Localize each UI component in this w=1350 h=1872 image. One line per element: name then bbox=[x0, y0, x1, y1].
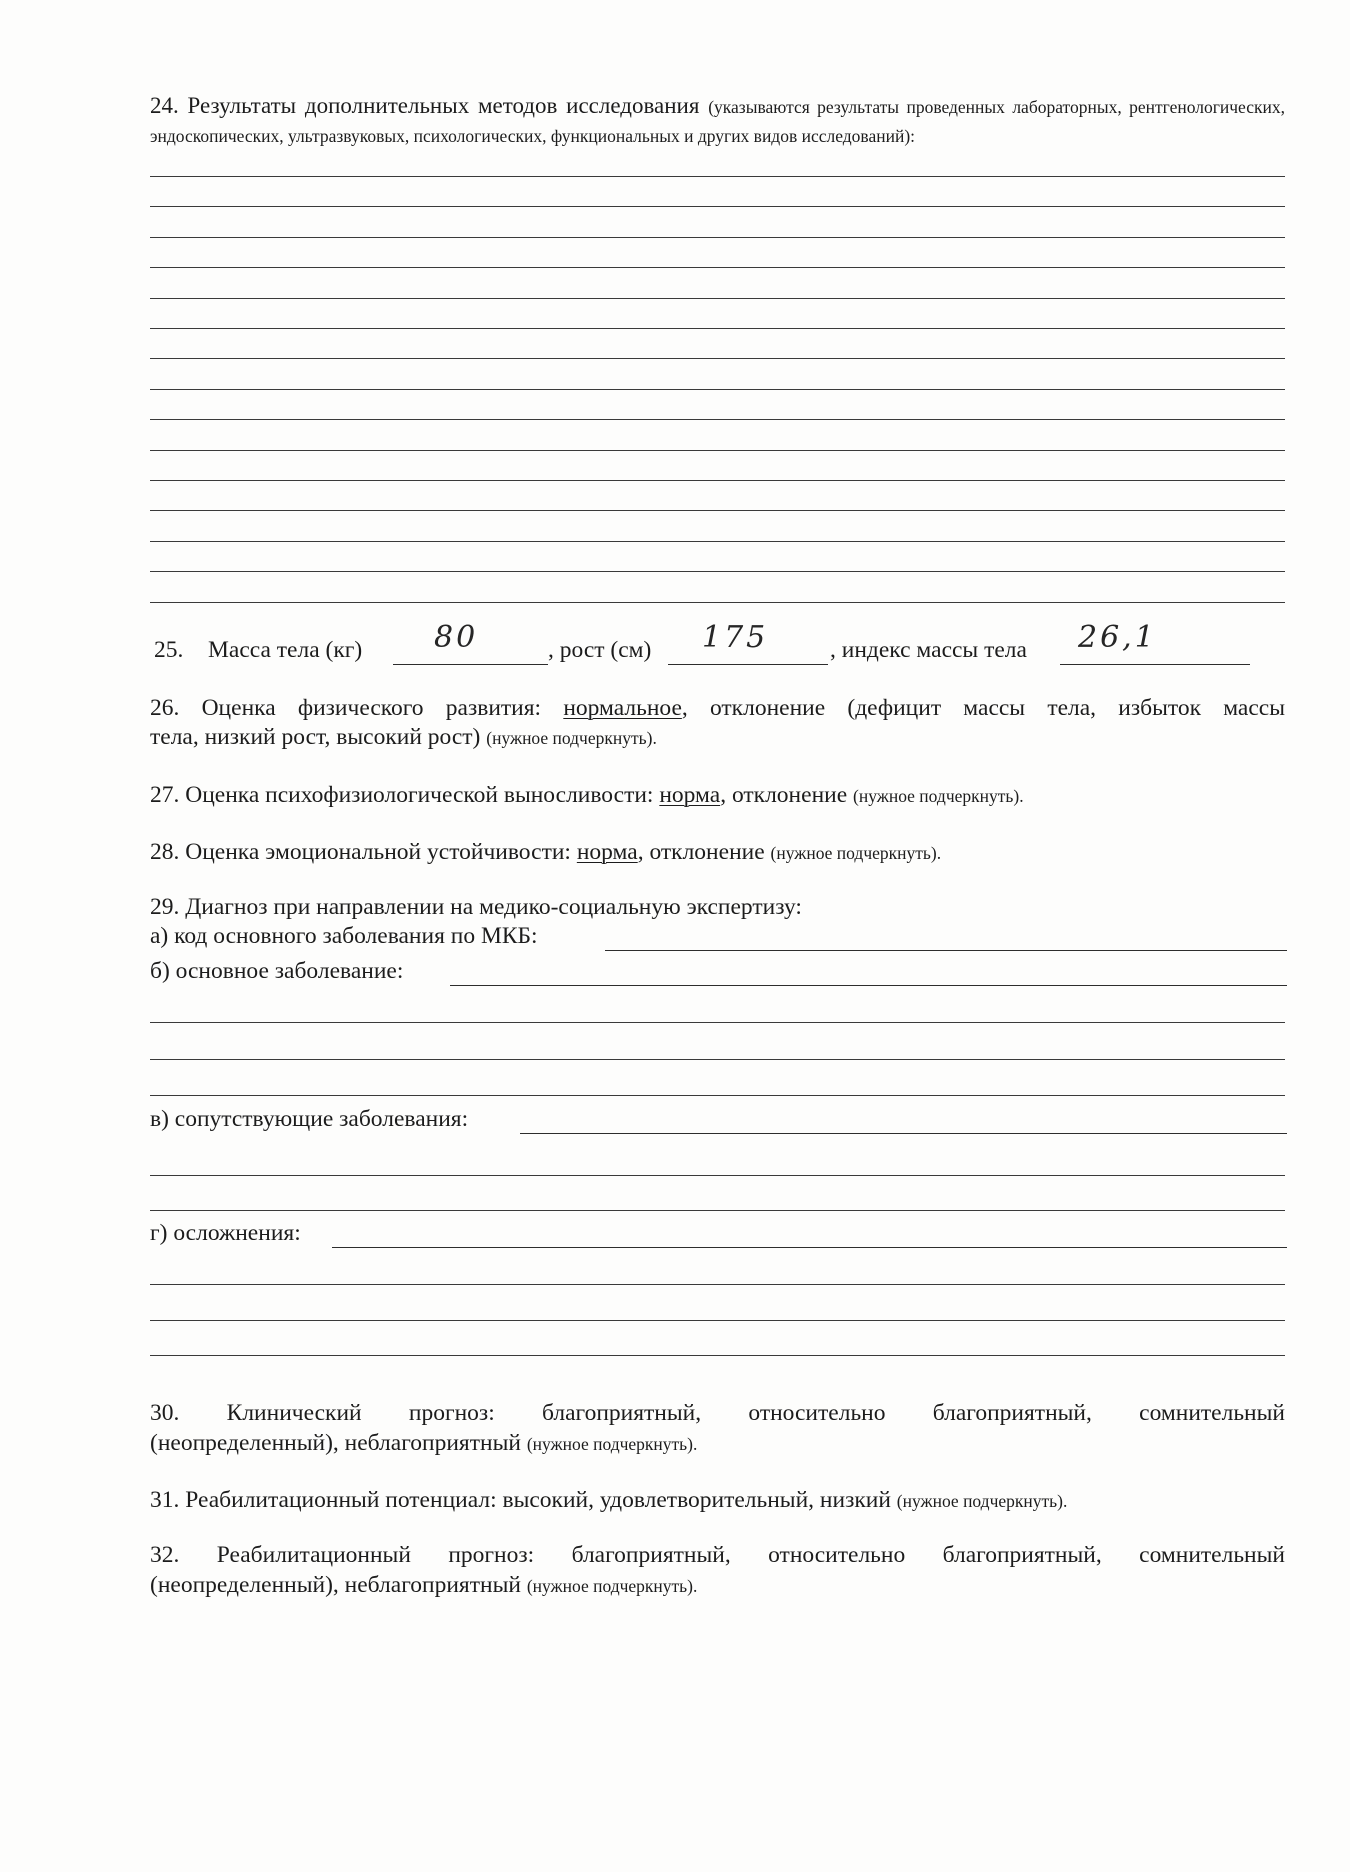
bmi-label: , индекс массы тела bbox=[830, 637, 1027, 663]
item-24-answer-line[interactable] bbox=[150, 419, 1285, 420]
item-28-note: (нужное подчеркнуть). bbox=[770, 843, 942, 863]
comorbidities-label: в) сопутствующие заболевания: bbox=[150, 1106, 469, 1132]
mass-label: Масса тела (кг) bbox=[208, 637, 363, 663]
item-24-answer-line[interactable] bbox=[150, 510, 1285, 511]
item-27 bbox=[150, 780, 1285, 811]
item-26-line2 bbox=[150, 722, 1285, 753]
item-24 bbox=[150, 92, 1285, 150]
item-24-note: (указываются результаты проведенных лабораторных, рентгенологических, эндоскопических, ультразвуковых, психологических, функциональных и других видов исследований): bbox=[150, 97, 1286, 146]
item-24-lead: 24. Результаты дополнительных методов исследования bbox=[150, 93, 700, 118]
item-26-text: 26. Оценка физического развития: bbox=[150, 695, 564, 721]
item-29-v bbox=[150, 1104, 1285, 1134]
item-31-text: 31. Реабилитационный потенциал: высокий, удовлетворительный, низкий bbox=[150, 1487, 897, 1513]
icd-code-field[interactable] bbox=[605, 950, 1287, 951]
item-24-answer-line[interactable] bbox=[150, 450, 1285, 451]
item-24-answer-line[interactable] bbox=[150, 237, 1285, 238]
item-24-answer-line[interactable] bbox=[150, 267, 1285, 268]
main-disease-line-2[interactable] bbox=[150, 1022, 1285, 1023]
item-31-note: (нужное подчеркнуть). bbox=[896, 1491, 1068, 1511]
item-27-text: 27. Оценка психофизиологической выносливости: bbox=[150, 782, 660, 808]
item-27-note: (нужное подчеркнуть). bbox=[853, 786, 1024, 806]
item-28 bbox=[150, 837, 1285, 868]
item-28-text: 28. Оценка эмоциональной устойчивости: bbox=[150, 839, 577, 865]
item-24-answer-line[interactable] bbox=[150, 358, 1285, 359]
item-32: 32. Реабилитационный прогноз: благоприятный, относительно благоприятный, сомнительный bbox=[150, 1542, 1285, 1568]
item-28-options: , отклонение bbox=[637, 839, 771, 865]
comorbidities-field[interactable] bbox=[520, 1133, 1287, 1134]
item-32-line2 bbox=[150, 1570, 1285, 1601]
item-29-g bbox=[150, 1218, 1285, 1248]
main-disease-line-3[interactable] bbox=[150, 1059, 1285, 1060]
item-29-b bbox=[150, 956, 1285, 986]
main-disease-field[interactable] bbox=[450, 985, 1287, 986]
item-24-answer-line[interactable] bbox=[150, 328, 1285, 329]
complications-line-2[interactable] bbox=[150, 1284, 1285, 1285]
item-30-line2 bbox=[150, 1428, 1285, 1459]
height-value: 175 bbox=[702, 620, 769, 655]
item-24-answer-line[interactable] bbox=[150, 602, 1285, 603]
item-29-title: 29. Диагноз при направлении на медико-социальную экспертизу: bbox=[150, 894, 802, 920]
comorbidities-line-2[interactable] bbox=[150, 1175, 1285, 1176]
main-disease-line-4[interactable] bbox=[150, 1095, 1285, 1096]
icd-code-label: а) код основного заболевания по МКБ: bbox=[150, 923, 538, 949]
complications-label: г) осложнения: bbox=[150, 1220, 301, 1246]
item-27-options: , отклонение bbox=[720, 782, 854, 808]
item-29-a bbox=[150, 921, 1285, 951]
item-24-answer-line[interactable] bbox=[150, 206, 1285, 207]
item-26-note: (нужное подчеркнуть). bbox=[486, 728, 657, 748]
item-31 bbox=[150, 1485, 1285, 1516]
item-30-options-cont: (неопределенный), неблагоприятный bbox=[150, 1430, 527, 1456]
item-28-selected-option[interactable]: норма bbox=[576, 839, 638, 865]
main-disease-label: б) основное заболевание: bbox=[150, 958, 404, 984]
height-label: , рост (см) bbox=[548, 637, 652, 663]
item-24-answer-line[interactable] bbox=[150, 571, 1285, 572]
item-30-note: (нужное подчеркнуть). bbox=[526, 1434, 698, 1454]
item-26 bbox=[150, 693, 1285, 723]
item-24-answer-line[interactable] bbox=[150, 480, 1285, 481]
item-26-options-cont: тела, низкий рост, высокий рост) bbox=[150, 724, 487, 750]
item-26-options: , отклонение (дефицит массы тела, избыток массы bbox=[681, 695, 1285, 721]
item-32-note: (нужное подчеркнуть). bbox=[526, 1576, 698, 1596]
bmi-field-line[interactable] bbox=[1060, 664, 1250, 665]
item-32-options-cont: (неопределенный), неблагоприятный bbox=[150, 1572, 527, 1598]
comorbidities-line-3[interactable] bbox=[150, 1210, 1285, 1211]
item-25-number: 25. bbox=[154, 637, 184, 663]
item-30: 30. Клинический прогноз: благоприятный, относительно благоприятный, сомнительный bbox=[150, 1400, 1285, 1426]
height-field-line[interactable] bbox=[668, 664, 828, 665]
complications-field[interactable] bbox=[332, 1247, 1287, 1248]
item-26-selected-option[interactable]: нормальное bbox=[563, 695, 682, 721]
item-24-answer-line[interactable] bbox=[150, 176, 1285, 177]
item-24-answer-line[interactable] bbox=[150, 298, 1285, 299]
item-24-answer-line[interactable] bbox=[150, 389, 1285, 390]
complications-line-4[interactable] bbox=[150, 1355, 1285, 1356]
mass-field-line[interactable] bbox=[393, 664, 548, 665]
item-27-selected-option[interactable]: норма bbox=[659, 782, 721, 808]
item-24-answer-line[interactable] bbox=[150, 541, 1285, 542]
complications-line-3[interactable] bbox=[150, 1320, 1285, 1321]
mass-value: 80 bbox=[434, 620, 479, 655]
bmi-value: 26,1 bbox=[1078, 620, 1157, 655]
